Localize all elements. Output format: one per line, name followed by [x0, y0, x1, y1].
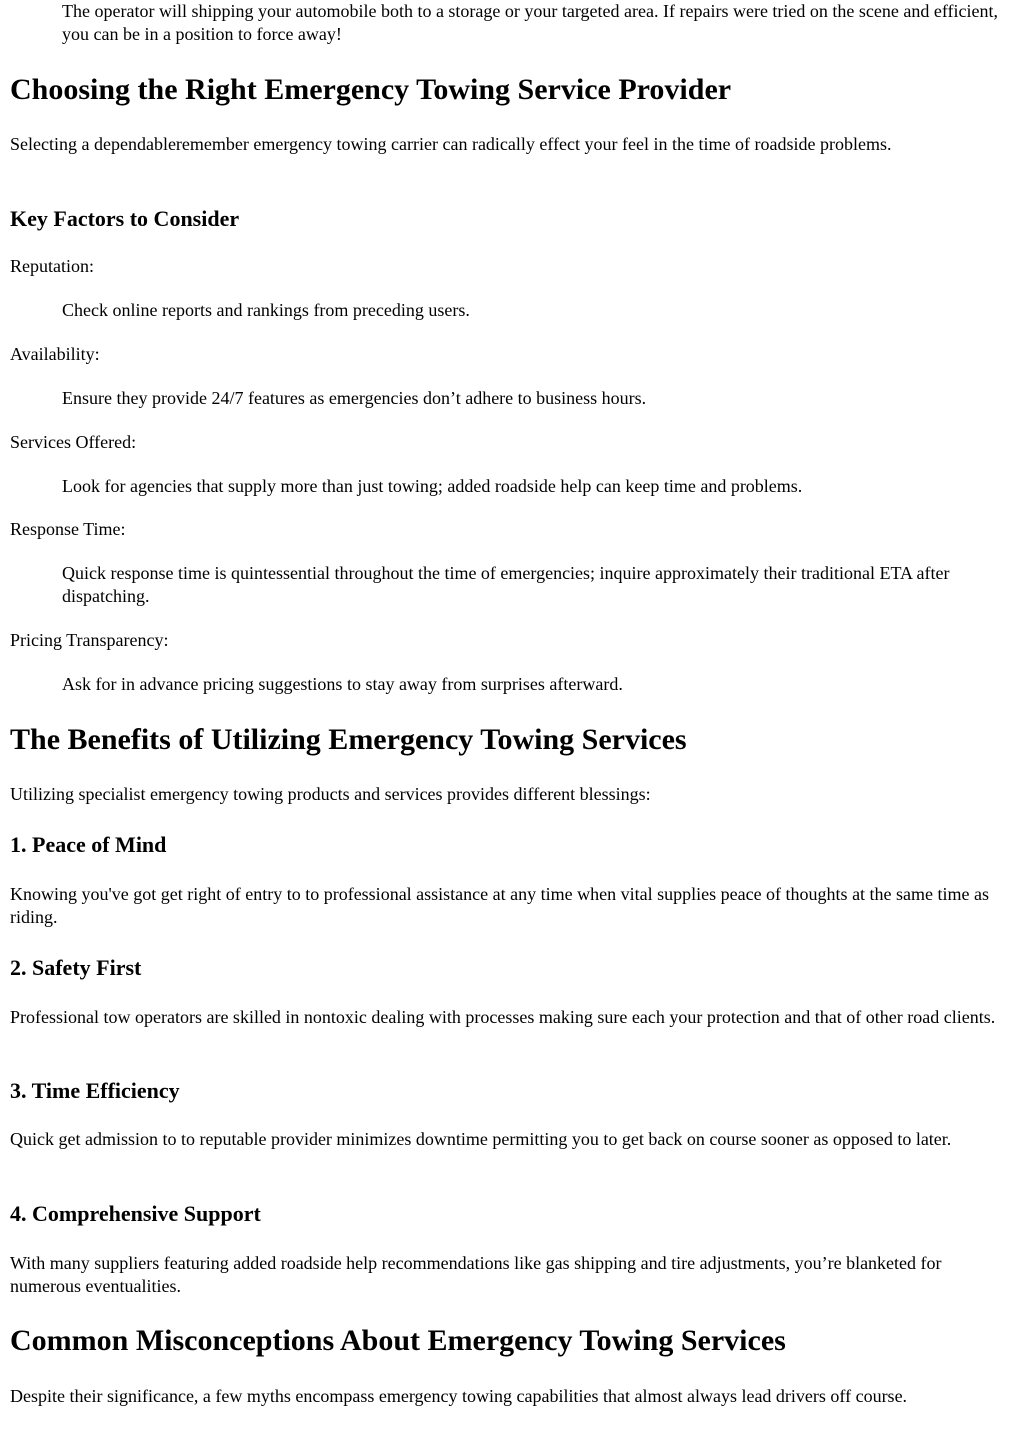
benefit-text-safety: Professional tow operators are skilled in nontoxic dealing with processes making sure each your protection and that of other road clients.: [10, 1007, 996, 1027]
benefit-title-safety: 2. Safety First: [10, 955, 142, 980]
benefit-title-support: 4. Comprehensive Support: [10, 1201, 261, 1226]
factor-term-response-time: Response Time:: [10, 519, 126, 539]
benefit-text-support: With many suppliers featuring added roadside help recommendations like gas shipping and tire adjustments, you’re blanketed for numerous eventualities.: [10, 1253, 942, 1296]
intro-paragraph: The operator will shipping your automobile both to a storage or your targeted area. If repairs were tried on the scene and efficient, you can be in a position to force away!: [62, 1, 998, 44]
section-heading-provider: Choosing the Right Emergency Towing Service Provider: [10, 73, 732, 106]
factor-desc-services: Look for agencies that supply more than just towing; added roadside help can keep time and problems.: [62, 476, 803, 496]
benefit-text-peace: Knowing you've got get right of entry to to professional assistance at any time when vital supplies peace of thoughts at the same time as riding.: [10, 884, 990, 927]
provider-intro-paragraph: Selecting a dependableremember emergency towing carrier can radically effect your feel in the time of roadside problems.: [10, 134, 892, 154]
benefits-intro-paragraph: Utilizing specialist emergency towing products and services provides different blessings:: [10, 784, 651, 804]
factor-term-availability: Availability:: [10, 344, 100, 364]
factor-term-services: Services Offered:: [10, 432, 137, 452]
benefit-title-peace: 1. Peace of Mind: [10, 832, 167, 857]
section-heading-benefits: The Benefits of Utilizing Emergency Towing Services: [10, 723, 687, 756]
benefit-text-time: Quick get admission to to reputable provider minimizes downtime permitting you to get back on course sooner as opposed to later.: [10, 1129, 952, 1149]
section-heading-myths: Common Misconceptions About Emergency Towing Services: [10, 1324, 786, 1357]
factor-desc-reputation: Check online reports and rankings from preceding users.: [62, 300, 470, 320]
factor-desc-pricing: Ask for in advance pricing suggestions to stay away from surprises afterward.: [62, 674, 623, 694]
factor-desc-availability: Ensure they provide 24/7 features as emergencies don’t adhere to business hours.: [62, 388, 647, 408]
subheading-key-factors: Key Factors to Consider: [10, 206, 240, 231]
factor-desc-response-time: Quick response time is quintessential throughout the time of emergencies; inquire approximately their traditional ETA after dispatching.: [62, 563, 950, 606]
myths-intro-paragraph: Despite their significance, a few myths encompass emergency towing capabilities that almost always lead drivers off course.: [10, 1386, 908, 1406]
factor-term-pricing: Pricing Transparency:: [10, 630, 169, 650]
factor-term-reputation: Reputation:: [10, 256, 94, 276]
benefit-title-time: 3. Time Efficiency: [10, 1078, 180, 1103]
